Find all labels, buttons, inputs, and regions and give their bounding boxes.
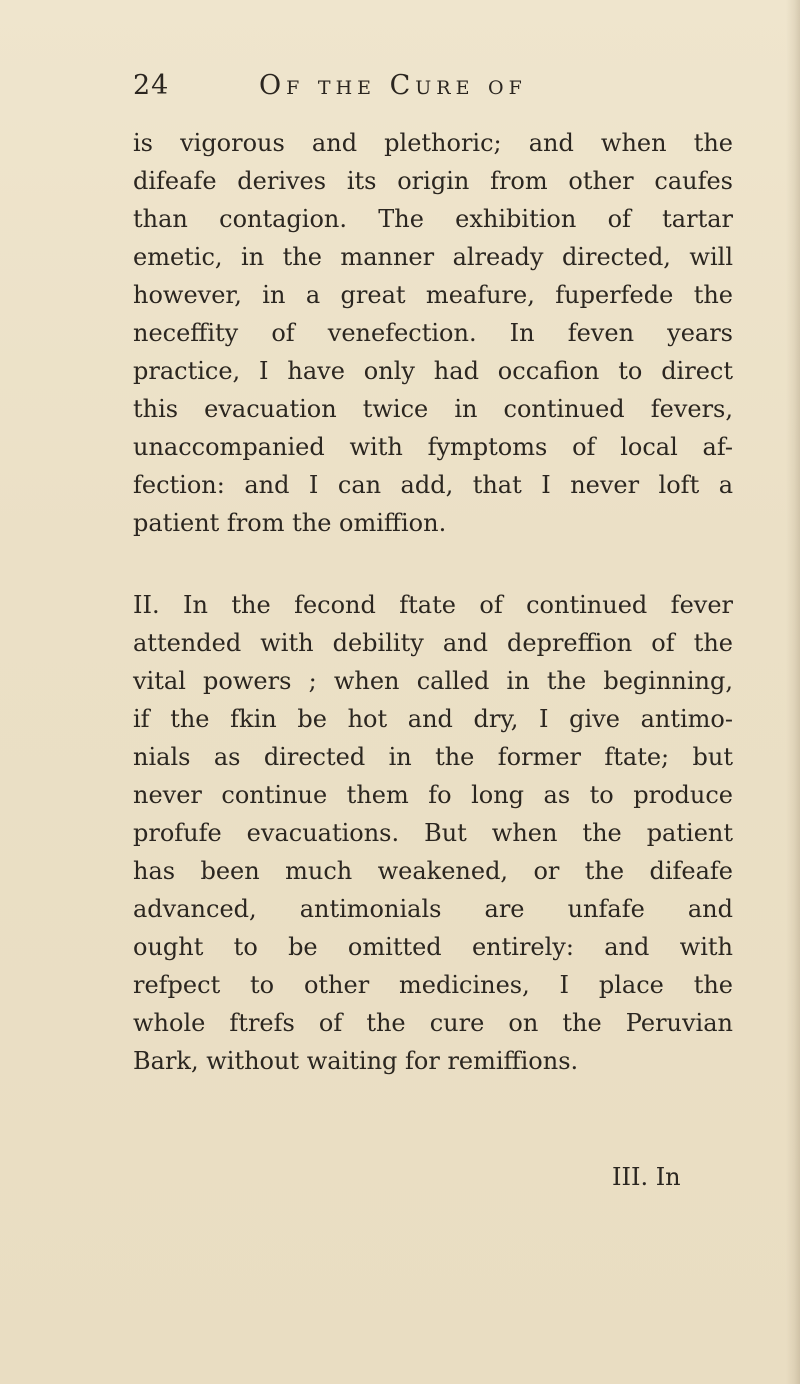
text-line: attended with debility and depreffion of the — [133, 629, 733, 657]
text-line: than contagion. The exhibition of tartar — [133, 205, 733, 233]
running-head: Of the Cure of — [259, 70, 527, 101]
catchword: III. In — [612, 1163, 681, 1191]
text-line: has been much weakened, or the difeafe — [133, 857, 733, 885]
text-line: if the fkin be hot and dry, I give antimo- — [133, 705, 733, 733]
text-line: never continue them fo long as to produce — [133, 781, 733, 809]
paragraph — [133, 124, 733, 542]
page-number: 24 — [133, 70, 170, 101]
text-line: profufe evacuations. But when the patient — [133, 819, 733, 847]
text-line: is vigorous and plethoric; and when the — [133, 129, 733, 157]
text-line: whole ftrefs of the cure on the Peruvian — [133, 1009, 733, 1037]
text-line: practice, I have only had occafion to direct — [133, 357, 733, 385]
text-line: II. In the fecond ftate of continued fever — [133, 591, 733, 619]
text-line: fection: and I can add, that I never loft a — [133, 471, 733, 499]
paragraph-gap — [133, 542, 733, 586]
page-edge-shadow — [786, 0, 800, 1384]
text-line: unaccompanied with fymptoms of local af- — [133, 433, 733, 461]
text-line: refpect to other medicines, I place the — [133, 971, 733, 999]
text-line: this evacuation twice in continued fevers, — [133, 395, 733, 423]
page-body — [133, 124, 733, 1080]
paragraph — [133, 586, 733, 1080]
text-line: ought to be omitted entirely: and with — [133, 933, 733, 961]
page-header — [133, 70, 693, 110]
text-line: Bark, without waiting for remiffions. — [133, 1047, 579, 1075]
text-line: advanced, antimonials are unfafe and — [133, 895, 733, 923]
text-line: neceffity of venefection. In feven years — [133, 319, 733, 347]
text-line: emetic, in the manner already directed, will — [133, 243, 733, 271]
text-line: nials as directed in the former ftate; but — [133, 743, 733, 771]
text-line: difeafe derives its origin from other caufes — [133, 167, 733, 195]
text-line: patient from the omiffion. — [133, 509, 447, 537]
text-line: however, in a great meafure, fuperfede the — [133, 281, 733, 309]
text-line: vital powers ; when called in the beginning, — [133, 667, 733, 695]
